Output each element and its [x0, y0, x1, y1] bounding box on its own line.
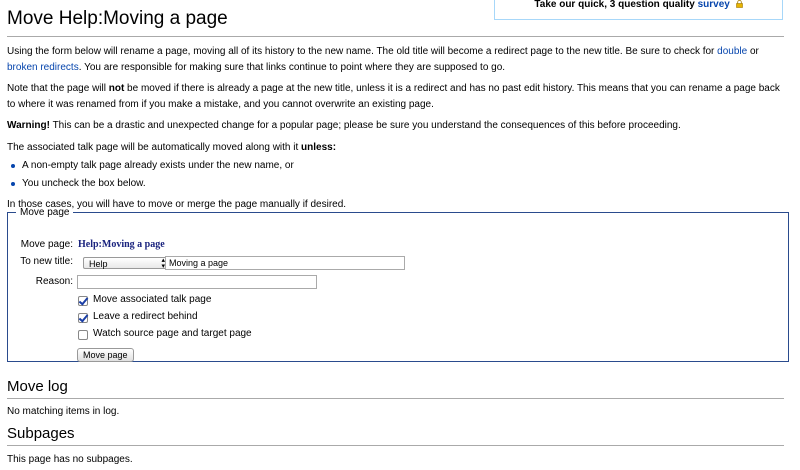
- watch-pages-label[interactable]: Watch source page and target page: [93, 328, 252, 339]
- intro-paragraph-1: [7, 44, 787, 75]
- form-legend: Move page: [20, 207, 70, 218]
- warning-label: Warning!: [7, 120, 50, 131]
- leave-redirect-label[interactable]: Leave a redirect behind: [93, 311, 198, 322]
- intro-p1-text: Using the form below will rename a page, moving all of its history to the new name. The old title will become a redirect page to the new title. Be sure to check for: [7, 46, 718, 57]
- intro-paragraph-5: In those cases, you will have to move or merge the page manually if desired.: [7, 199, 347, 210]
- list-item: A non-empty talk page already exists under the new name, or: [7, 158, 787, 174]
- move-talk-checkbox[interactable]: [78, 296, 88, 306]
- move-page-button[interactable]: Move page: [77, 348, 134, 362]
- leave-redirect-checkbox[interactable]: [78, 313, 88, 323]
- intro-p1-or: or: [747, 46, 759, 57]
- source-page-link[interactable]: Help:Moving a page: [78, 239, 165, 250]
- intro-p3-text: This can be a drastic and unexpected change for a popular page; please be sure you understand the consequences of this before proceeding.: [49, 120, 681, 131]
- move-page-form: [7, 207, 789, 362]
- new-title-input[interactable]: Moving a page: [165, 256, 405, 270]
- subpages-text: This page has no subpages.: [7, 454, 133, 465]
- intro-paragraph-3: [7, 118, 787, 134]
- intro-p2-not: not: [108, 83, 125, 94]
- intro-p4-unless: unless:: [301, 141, 337, 153]
- intro-paragraph-2: [7, 81, 787, 112]
- new-title-label: To new title:: [20, 256, 73, 267]
- conditions-list: [7, 158, 787, 191]
- intro-p2-text-2: be moved if there is already a page at the new title, unless it is a redirect and has no past edit history. This means that you can rename a page back to where it was renamed from if you make a mistake, and you cannot overwrite an existing page.: [7, 83, 780, 110]
- double-redirects-link[interactable]: double: [717, 46, 748, 57]
- namespace-select[interactable]: [83, 257, 169, 269]
- intro-text: [7, 44, 787, 219]
- watch-pages-checkbox[interactable]: [78, 330, 88, 340]
- move-log-text: No matching items in log.: [7, 406, 120, 417]
- list-item: You uncheck the box below.: [7, 176, 787, 192]
- namespace-selected-value: Help: [89, 259, 108, 269]
- move-talk-label[interactable]: Move associated talk page: [93, 294, 212, 305]
- select-arrows-icon: ▴ ▾: [161, 257, 165, 270]
- intro-p2-text: Note that the page will: [7, 83, 109, 94]
- reason-label: Reason:: [35, 276, 73, 287]
- broken-redirects-link[interactable]: broken redirects: [7, 61, 79, 73]
- page-title: Move Help:Moving a page: [7, 0, 784, 37]
- survey-text: Take our quick, 3 question quality: [534, 0, 695, 10]
- move-log-heading: Move log: [7, 377, 784, 399]
- subpages-heading: Subpages: [7, 424, 784, 446]
- move-page-label: Move page:: [20, 239, 73, 250]
- intro-p1-text-2: . You are responsible for making sure that links continue to point where they are supposed to go.: [78, 61, 506, 73]
- reason-input[interactable]: [77, 275, 317, 289]
- intro-p4-text: The associated talk page will be automatically moved along with it: [7, 141, 302, 153]
- survey-link[interactable]: survey: [697, 0, 730, 10]
- intro-paragraph-4: [7, 140, 787, 156]
